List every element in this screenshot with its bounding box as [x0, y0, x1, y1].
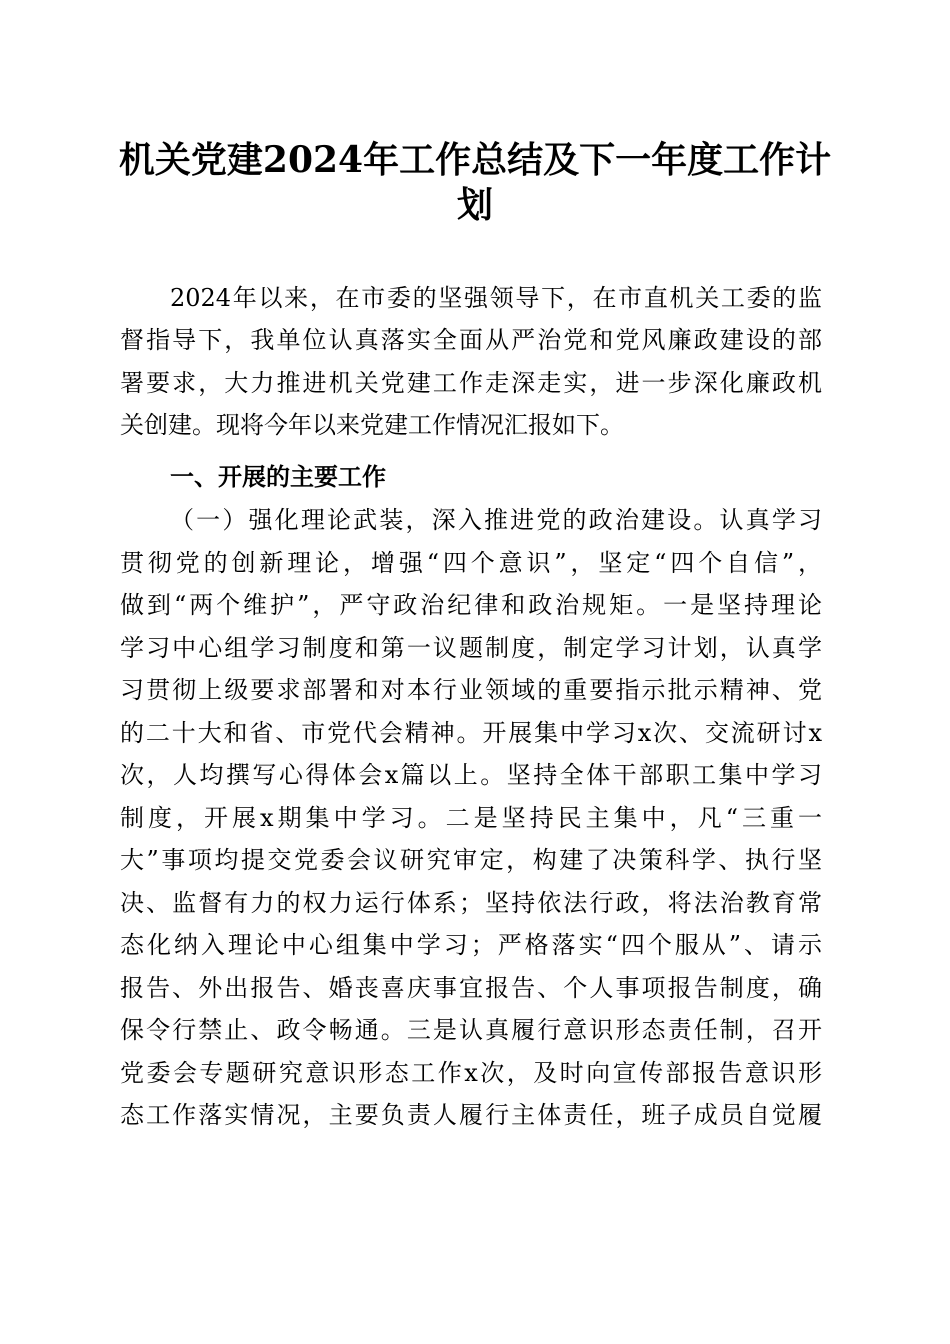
body-line: 学习中心组学习制度和第一议题制度，制定学习计划，认真学	[120, 633, 822, 662]
intro-line: 关创建。现将今年以来党建工作情况汇报如下。	[120, 411, 624, 439]
body-line: 制度，开展x期集中学习。二是坚持民主集中，凡“三重一	[120, 803, 822, 832]
body-line: 报告、外出报告、婚丧喜庆事宜报告、个人事项报告制度，确	[120, 973, 822, 1002]
body-line: 态工作落实情况，主要负责人履行主体责任，班子成员自觉履	[120, 1101, 822, 1129]
document-title-line-2: 划	[456, 184, 493, 226]
body-line: 大”事项均提交党委会议研究审定，构建了决策科学、执行坚	[120, 846, 822, 874]
document-title-line-1: 机关党建2024年工作总结及下一年度工作计	[118, 139, 832, 181]
body-line: 做到“两个维护”，严守政治纪律和政治规矩。一是坚持理论	[120, 591, 822, 619]
body-line: 习贯彻上级要求部署和对本行业领域的重要指示批示精神、党	[120, 676, 822, 704]
body-line: 的二十大和省、市党代会精神。开展集中学习x次、交流研讨x	[120, 718, 822, 747]
intro-line: 督指导下，我单位认真落实全面从严治党和党风廉政建设的部	[120, 326, 822, 354]
body-line: 决、监督有力的权力运行体系；坚持依法行政，将法治教育常	[120, 888, 822, 917]
body-line: 贯彻党的创新理论，增强“四个意识”，坚定“四个自信”，	[120, 548, 822, 577]
intro-line: 署要求，大力推进机关党建工作走深走实，进一步深化廉政机	[120, 369, 822, 397]
body-line: 党委会专题研究意识形态工作x次，及时向宣传部报告意识形	[120, 1058, 822, 1087]
body-line: 保令行禁止、政令畅通。三是认真履行意识形态责任制，召开	[120, 1016, 822, 1044]
body-line: 次，人均撰写心得体会x篇以上。坚持全体干部职工集中学习	[120, 761, 822, 789]
section-heading: 一、开展的主要工作	[170, 463, 386, 491]
intro-line: 2024年以来，在市委的坚强领导下，在市直机关工委的监	[170, 284, 822, 312]
body-line: （一）强化理论武装，深入推进党的政治建设。认真学习	[170, 506, 822, 534]
body-line: 态化纳入理论中心组集中学习；严格落实“四个服从”、请示	[120, 931, 822, 959]
